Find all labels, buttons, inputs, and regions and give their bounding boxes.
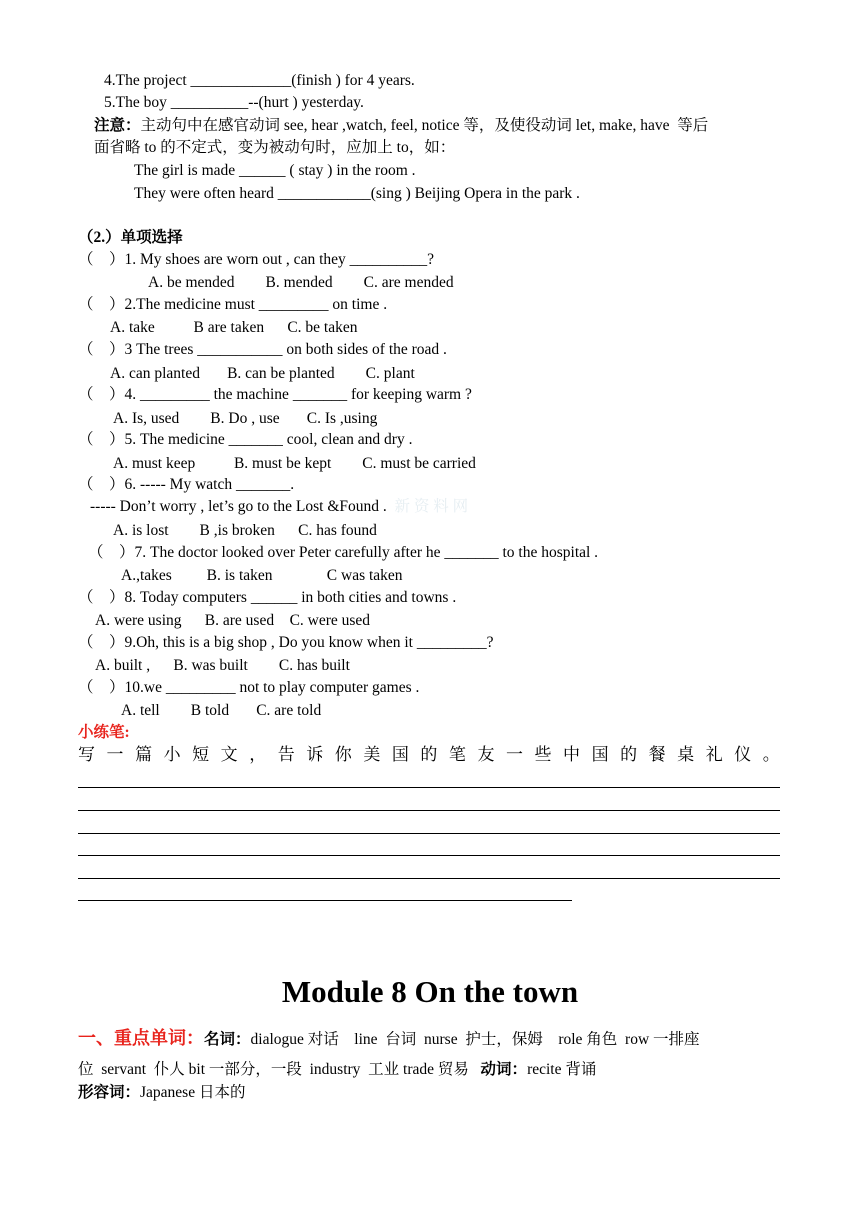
- prompt-char: 中: [563, 745, 581, 764]
- prompt-char: 的: [620, 745, 638, 764]
- prompt-char: 国: [591, 745, 609, 764]
- question-4-options: A. Is, used B. Do , use C. Is ,using: [113, 410, 378, 427]
- note-text-1: 主动句中在感官动词 see, hear ,watch, feel, notice 等，及使役动词 let, make, have 等后: [140, 117, 709, 134]
- prompt-char: 礼: [705, 745, 723, 764]
- prompt-char: 写: [78, 745, 95, 764]
- question-2-options: A. take B are taken C. be taken: [110, 319, 358, 336]
- prompt-char: 短: [192, 745, 210, 764]
- question-4: （ ）4. _________ the machine _______ for keeping warm ?: [78, 386, 472, 403]
- prompt-char: 。: [762, 745, 780, 764]
- prompt-char: 文: [220, 745, 238, 764]
- question-5-options: A. must keep B. must be kept C. must be carried: [113, 455, 476, 472]
- question-5: （ ）5. The medicine _______ cool, clean and dry .: [78, 431, 413, 448]
- vocab-line-2: [78, 1060, 596, 1080]
- prompt-char: 告: [277, 745, 295, 764]
- prompt-char: 些: [534, 745, 552, 764]
- question-6-reply-text: ----- Don’t worry , let’s go to the Lost &Found .: [90, 498, 387, 515]
- note-line-2: 面省略 to 的不定式，变为被动句时，应加上 to，如：: [94, 139, 456, 156]
- question-1: （ ）1. My shoes are worn out , can they __________?: [78, 251, 435, 268]
- verb-label: 动词：: [480, 1061, 528, 1078]
- practice-label: 小练笔:: [78, 724, 130, 741]
- question-8-options: A. were using B. are used C. were used: [95, 612, 371, 629]
- prompt-char: 一: [106, 745, 124, 764]
- question-7: （ ）7. The doctor looked over Peter carefully after he _______ to the hospital .: [88, 544, 599, 561]
- writing-line: [78, 900, 572, 901]
- prompt-char: ，: [249, 745, 267, 764]
- vocab-heading: 一、重点单词：: [78, 1028, 204, 1048]
- adj-label: 形容词：: [78, 1084, 141, 1101]
- vocab-line-3: [78, 1083, 245, 1103]
- writing-line: [78, 855, 780, 856]
- noun-text-1: dialogue 对话 line 台词 nurse 护士，保姆 role 角色 row 一排座: [250, 1031, 700, 1048]
- prompt-char: 仪: [734, 745, 752, 764]
- prompt-char: 餐: [648, 745, 666, 764]
- section-2-title: （2.）单项选择: [78, 229, 183, 246]
- note-line-1: [94, 116, 708, 136]
- question-6-options: A. is lost B ,is broken C. has found: [113, 522, 377, 539]
- prompt-char: 诉: [306, 745, 324, 764]
- note-label: 注意：: [94, 117, 141, 134]
- prompt-char: 国: [391, 745, 409, 764]
- writing-line: [78, 787, 780, 788]
- question-10-options: A. tell B told C. are told: [121, 702, 322, 719]
- question-line-4: 4.The project _____________(finish ) for 4 years.: [104, 72, 415, 89]
- prompt-char: 篇: [135, 745, 153, 764]
- writing-line: [78, 878, 780, 879]
- question-1-options: A. be mended B. mended C. are mended: [148, 274, 454, 291]
- writing-line: [78, 810, 780, 811]
- watermark: 新 资 料 网: [394, 498, 469, 515]
- practice-prompt: [78, 743, 780, 767]
- prompt-char: 一: [505, 745, 523, 764]
- note-example-2: They were often heard ____________(sing ) Beijing Opera in the park .: [134, 185, 580, 202]
- module-title: Module 8 On the town: [281, 974, 579, 1009]
- question-line-5: 5.The boy __________--(hurt ) yesterday.: [104, 94, 364, 111]
- question-7-options: A.,takes B. is taken C was taken: [121, 567, 403, 584]
- note-example-1: The girl is made ______ ( stay ) in the room .: [134, 162, 416, 179]
- question-6: （ ）6. ----- My watch _______.: [78, 476, 295, 493]
- question-10: （ ）10.we _________ not to play computer games .: [78, 679, 420, 696]
- noun-text-2: 位 servant 仆人 bit 一部分，一段 industry 工业 trade 贸易: [78, 1061, 481, 1078]
- prompt-char: 笔: [448, 745, 466, 764]
- writing-line: [78, 833, 780, 834]
- prompt-char: 的: [420, 745, 438, 764]
- prompt-char: 桌: [677, 745, 695, 764]
- prompt-char: 小: [163, 745, 181, 764]
- question-2: （ ）2.The medicine must _________ on time .: [78, 296, 388, 313]
- question-3-options: A. can planted B. can be planted C. plant: [110, 365, 415, 382]
- verb-text: recite 背诵: [527, 1061, 597, 1078]
- question-9: （ ）9.Oh, this is a big shop , Do you know when it _________?: [78, 634, 494, 651]
- question-8: （ ）8. Today computers ______ in both cities and towns .: [78, 589, 457, 606]
- question-9-options: A. built , B. was built C. has built: [95, 657, 350, 674]
- prompt-char: 友: [477, 745, 495, 764]
- question-6-reply: [90, 497, 468, 517]
- prompt-char: 美: [363, 745, 381, 764]
- prompt-char: 你: [334, 745, 352, 764]
- vocab-line-1: [78, 1025, 700, 1053]
- question-3: （ ）3 The trees ___________ on both sides of the road .: [78, 341, 447, 358]
- adj-text: Japanese 日本的: [140, 1084, 246, 1101]
- noun-label: 名词：: [204, 1031, 251, 1048]
